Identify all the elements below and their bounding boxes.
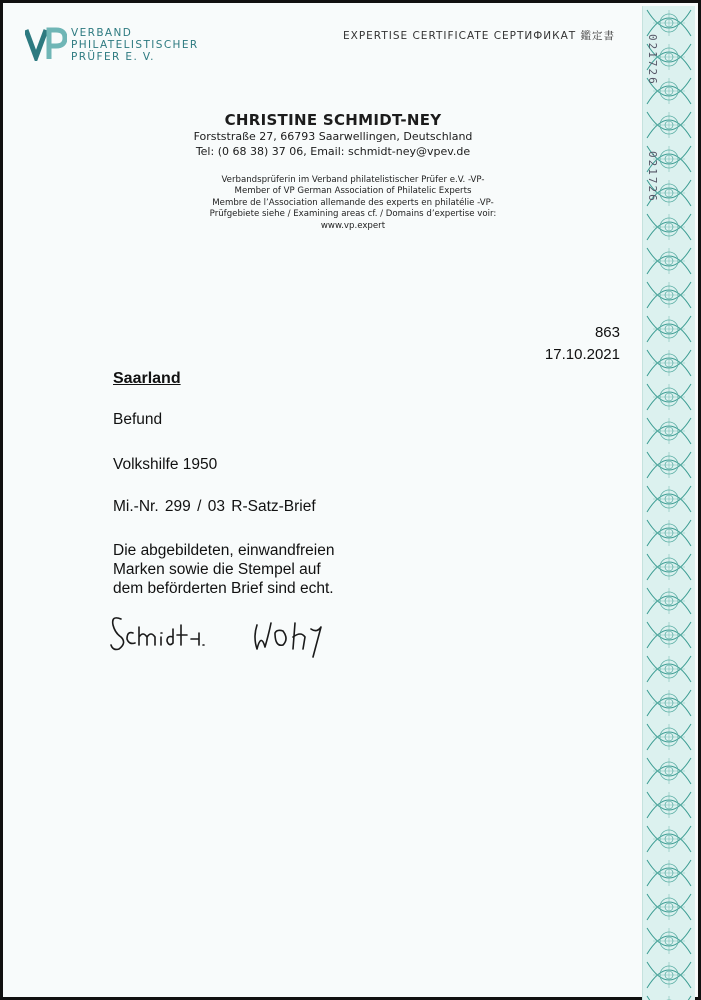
region-heading: Saarland: [113, 370, 181, 387]
expert-name: CHRISTINE SCHMIDT-NEY: [224, 111, 442, 129]
membership-line: Member of VP German Association of Philatelic Experts: [234, 186, 472, 197]
logo-line-1: VERBAND: [71, 27, 133, 39]
certificate-title: EXPERTISE CERTIFICATE СЕРТИФИКАТ 鑑定書: [343, 30, 616, 42]
expert-contact: Tel: (0 68 38) 37 06, Email: schmidt-ney@vpev.de: [195, 145, 471, 158]
serial-number-mid: 021726: [646, 151, 659, 203]
membership-block: [173, 175, 533, 232]
logo-line-3: PRÜFER E. V.: [71, 51, 155, 63]
serial-number-top: 021726: [646, 34, 659, 86]
security-strip: [642, 6, 695, 1000]
membership-website: www.vp.expert: [320, 220, 386, 231]
authenticity-statement: [113, 541, 334, 598]
statement-line: dem beförderten Brief sind echt.: [113, 580, 334, 597]
certificate-date: 17.10.2021: [544, 346, 620, 363]
expert-address: Forststraße 27, 66793 Saarwellingen, Deutschland: [193, 130, 473, 143]
logo-org-name: [71, 27, 199, 63]
issue-name: Volkshilfe 1950: [113, 456, 218, 473]
statement-line: Marken sowie die Stempel auf: [113, 561, 321, 578]
membership-line: Verbandsprüferin im Verband philatelistischer Prüfer e.V. -VP-: [221, 175, 485, 185]
catalog-number: Mi.-Nr. 299 / 03 R-Satz-Brief: [113, 498, 316, 515]
verdict-label: Befund: [113, 411, 163, 428]
handwritten-signature: [107, 603, 327, 663]
logo-line-2: PHILATELISTISCHER: [71, 39, 199, 51]
statement-line: Die abgebildeten, einwandfreien: [113, 542, 335, 559]
expert-block: [163, 111, 503, 159]
membership-line: Prüfgebiete siehe / Examining areas cf. / Domains d’expertise voir:: [209, 209, 497, 220]
membership-line: Membre de l’Association allemande des experts en philatélie -VP-: [212, 197, 494, 208]
certificate-number: 863: [594, 324, 620, 341]
vp-logo: [25, 27, 199, 63]
vp-logo-mark-icon: [25, 27, 67, 61]
